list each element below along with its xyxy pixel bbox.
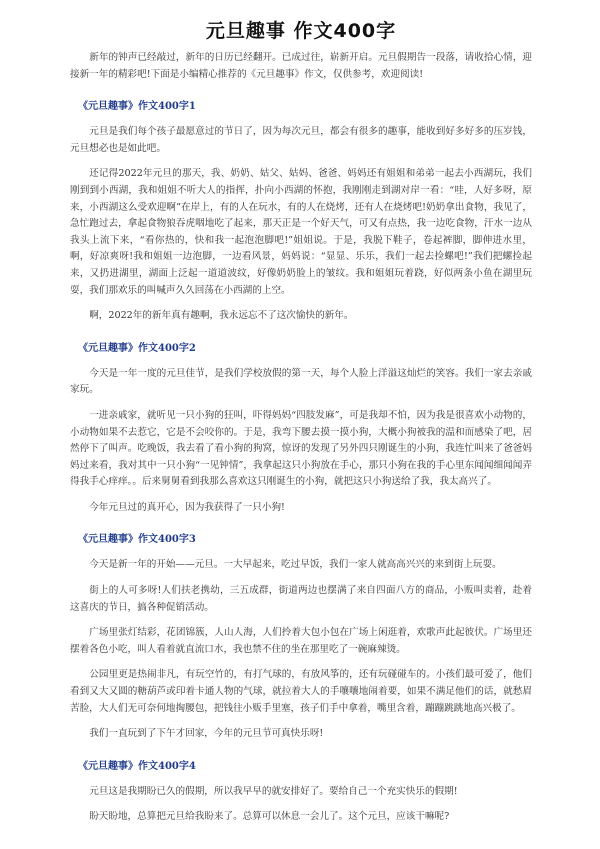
section-1	[70, 99, 532, 325]
document-title: 元旦趣事 作文400字	[205, 20, 397, 42]
section-2	[70, 341, 532, 517]
paragraph: 元旦这是我期盼已久的假期，所以我早早的就安排好了。要给自己一个充实快乐的假期!	[89, 785, 458, 797]
section-heading: 《元旦趣事》作文400字2	[78, 342, 196, 354]
paragraph: 公园里更是热闹非凡，有玩空竹的，有打气球的，有放风筝的，还有玩碰碰车的。小孩们最可爱了，他们看到又大又圆的糖葫芦或印着卡通人物的气球，就拉着大人的手嚷嚷地闹着要，如果不满足他们的话，就愁眉苦脸，大人们无可奈何地掏腰包，把钱往小贩手里塞，孩子们手中拿着，嘴里含着，蹦蹦跳跳地高兴极了。	[70, 669, 532, 714]
paragraph: 今年元旦过的真开心，因为我获得了一只小狗!	[89, 501, 285, 513]
section-heading: 《元旦趣事》作文400字1	[78, 101, 196, 113]
paragraph: 元旦是我们每个孩子最愿意过的节日了，因为每次元旦，都会有很多的趣事，能收到好多好多的压岁钱，元旦想必也是如此吧。	[70, 126, 532, 154]
paragraph: 今天是新一年的开始——元旦。一大早起来，吃过早饭，我们一家人就高高兴兴的来到街上玩耍。	[89, 559, 502, 571]
section-3	[70, 532, 532, 742]
intro-paragraph: 新年的钟声已经敲过，新年的日历已经翻开。已成过往，崭新开启。元旦假期告一段落，请收拾心情，迎接新一年的精彩吧!下面是小编精心推荐的《元旦趣事》作文，仅供参考，欢迎阅读!	[70, 52, 532, 80]
paragraph: 街上的人可多呀!人们扶老携幼，三五成群，街道两边也摆满了来自四面八方的商品，小贩叫卖着，赴着这喜庆的节日，搞各种促销活动。	[70, 585, 532, 613]
section-heading: 《元旦趣事》作文400字4	[78, 760, 196, 772]
paragraph: 今天是一年一度的元旦佳节，是我们学校放假的第一天，每个人脸上洋溢这灿烂的笑容。我们一家去亲戚家玩。	[70, 367, 532, 396]
paragraph: 广场里张灯结彩，花团锦簇，人山人海，人们拎着大包小包在广场上闲逛着，欢歌声此起彼伏。广场里还摆着各色小吃，叫人看着就直流口水，我也禁不住的坐在那里吃了一碗麻辣烫。	[70, 627, 532, 655]
section-heading: 《元旦趣事》作文400字3	[78, 534, 196, 546]
paragraph: 我们一直玩到了下午才回家，今年的元旦节可真快乐呀!	[89, 728, 324, 740]
paragraph: 盼天盼地，总算把元旦给我盼来了。总算可以休息一会儿了。这个元旦，应该干嘛呢?	[89, 811, 450, 823]
paragraph: 一进亲戚家，就听见一只小狗的狂叫，吓得妈妈“四肢发麻”，可是我却不怕，因为我是很喜欢小动物的，小动物如果不去惹它，它是不会咬你的。于是，我弯下腰去摸一摸小狗，大概小狗被我的温和而感染了吧，居然停下了叫声。吃晚饭，我去看了看小狗的狗窝，惊讶的发现了另外四只刚诞生的小狗，我连忙叫来了爸爸妈妈过来看，我对其中一只小狗“一见钟情”，我拿起这只小狗放在手心，那只小狗在我的手心里东闻闻细闻闻弄得我手心痒痒。。后来舅舅看到我那么喜欢这只刚诞生的小狗，就把这只小狗送给了我，我太高兴了。	[70, 409, 532, 488]
section-4	[70, 759, 532, 826]
paragraph: 啊，2022年的新年真有趣啊，我永远忘不了这次愉快的新年。	[89, 310, 354, 322]
paragraph: 还记得2022年元旦的那天，我、奶奶、姑父、姑妈、爸爸、妈妈还有姐姐和弟弟一起去小西湖玩，我们刚到到小西湖，我和姐姐不听大人的指挥，扑向小西湖的怀抱，我刚刚走到湖对岸一看：“哇，人好多呀，原来，小西湖这么受欢迎啊”在岸上，有的人在玩水，有的人在烧烤，还有人在烧烤吧!奶奶拿出食物，我见了，急忙跑过去，拿起食物狼吞虎咽地吃了起来，那天正是一个好天气，可又有点热，我一边吃食物，汗水一边从我头上流下来，“看你热的，快和我一起泡泡脚吧!”姐姐说。于是，我脱下鞋子，卷起裤脚，脚伸进水里，啊，好凉爽呀!我和姐姐一边泡脚，一边看风景，妈妈说：“显显、乐乐，我们一起去捡螺吧!”我们把螺捡起来，又扔进湖里，湖面上泛起一道道波纹，好像奶奶脸上的皱纹。我和姐姐玩着跷，好似两条小鱼在湖里玩耍，我们那欢乐的叫喊声久久回荡在小西湖的上空。	[70, 168, 532, 296]
